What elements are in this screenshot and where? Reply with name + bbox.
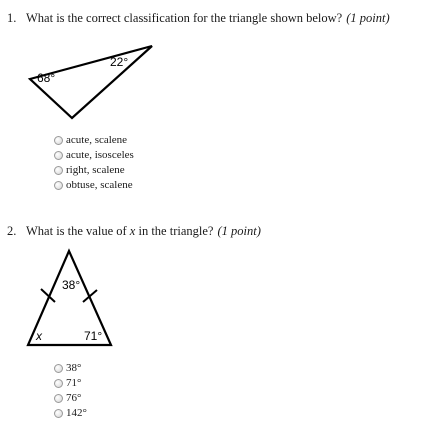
question-2-text-after: in the triangle? — [135, 224, 214, 238]
question-1-option[interactable] — [54, 133, 134, 148]
option-label: right, scalene — [66, 164, 125, 176]
question-2-prompt — [7, 224, 261, 239]
option-label: obtuse, scalene — [66, 179, 133, 191]
radio-button[interactable] — [54, 379, 63, 388]
question-1-points: (1 point) — [346, 11, 390, 25]
triangle-2-angle-71: 71° — [84, 329, 103, 343]
question-2-option[interactable] — [54, 361, 87, 376]
option-label: 38° — [66, 362, 82, 374]
question-2-figure — [0, 240, 439, 360]
radio-button[interactable] — [54, 394, 63, 403]
radio-button[interactable] — [54, 409, 63, 418]
triangle-1-angle-22: 22° — [110, 55, 129, 69]
triangle-2-diagram — [0, 240, 439, 355]
question-1-figure — [0, 0, 439, 145]
question-1-option[interactable] — [54, 178, 134, 193]
question-1-option[interactable] — [54, 163, 134, 178]
question-2-text-before: What is the value of — [26, 224, 130, 238]
question-2-option[interactable] — [54, 376, 87, 391]
question-2-option[interactable] — [54, 406, 87, 421]
question-2-points: (1 point) — [217, 224, 261, 238]
radio-button[interactable] — [54, 181, 63, 190]
question-2-options — [54, 361, 87, 421]
triangle-2-angle-apex: 38° — [62, 278, 81, 292]
question-2-number: 2. — [7, 224, 17, 238]
option-label: acute, scalene — [66, 134, 128, 146]
option-label: 142° — [66, 407, 87, 419]
question-1-number: 1. — [7, 11, 17, 25]
option-label: 76° — [66, 392, 82, 404]
question-1-options — [54, 133, 134, 193]
option-label: 71° — [66, 377, 82, 389]
radio-button[interactable] — [54, 136, 63, 145]
radio-button[interactable] — [54, 151, 63, 160]
question-1-option[interactable] — [54, 148, 134, 163]
radio-button[interactable] — [54, 364, 63, 373]
triangle-1-angle-68: 68° — [37, 71, 56, 85]
question-2-variable: x — [129, 224, 136, 238]
option-label: acute, isosceles — [66, 149, 134, 161]
radio-button[interactable] — [54, 166, 63, 175]
triangle-1-diagram — [0, 0, 439, 140]
question-1-text: What is the correct classification for the triangle shown below? — [26, 11, 343, 25]
question-2-option[interactable] — [54, 391, 87, 406]
triangle-2-angle-x: x — [36, 329, 42, 343]
